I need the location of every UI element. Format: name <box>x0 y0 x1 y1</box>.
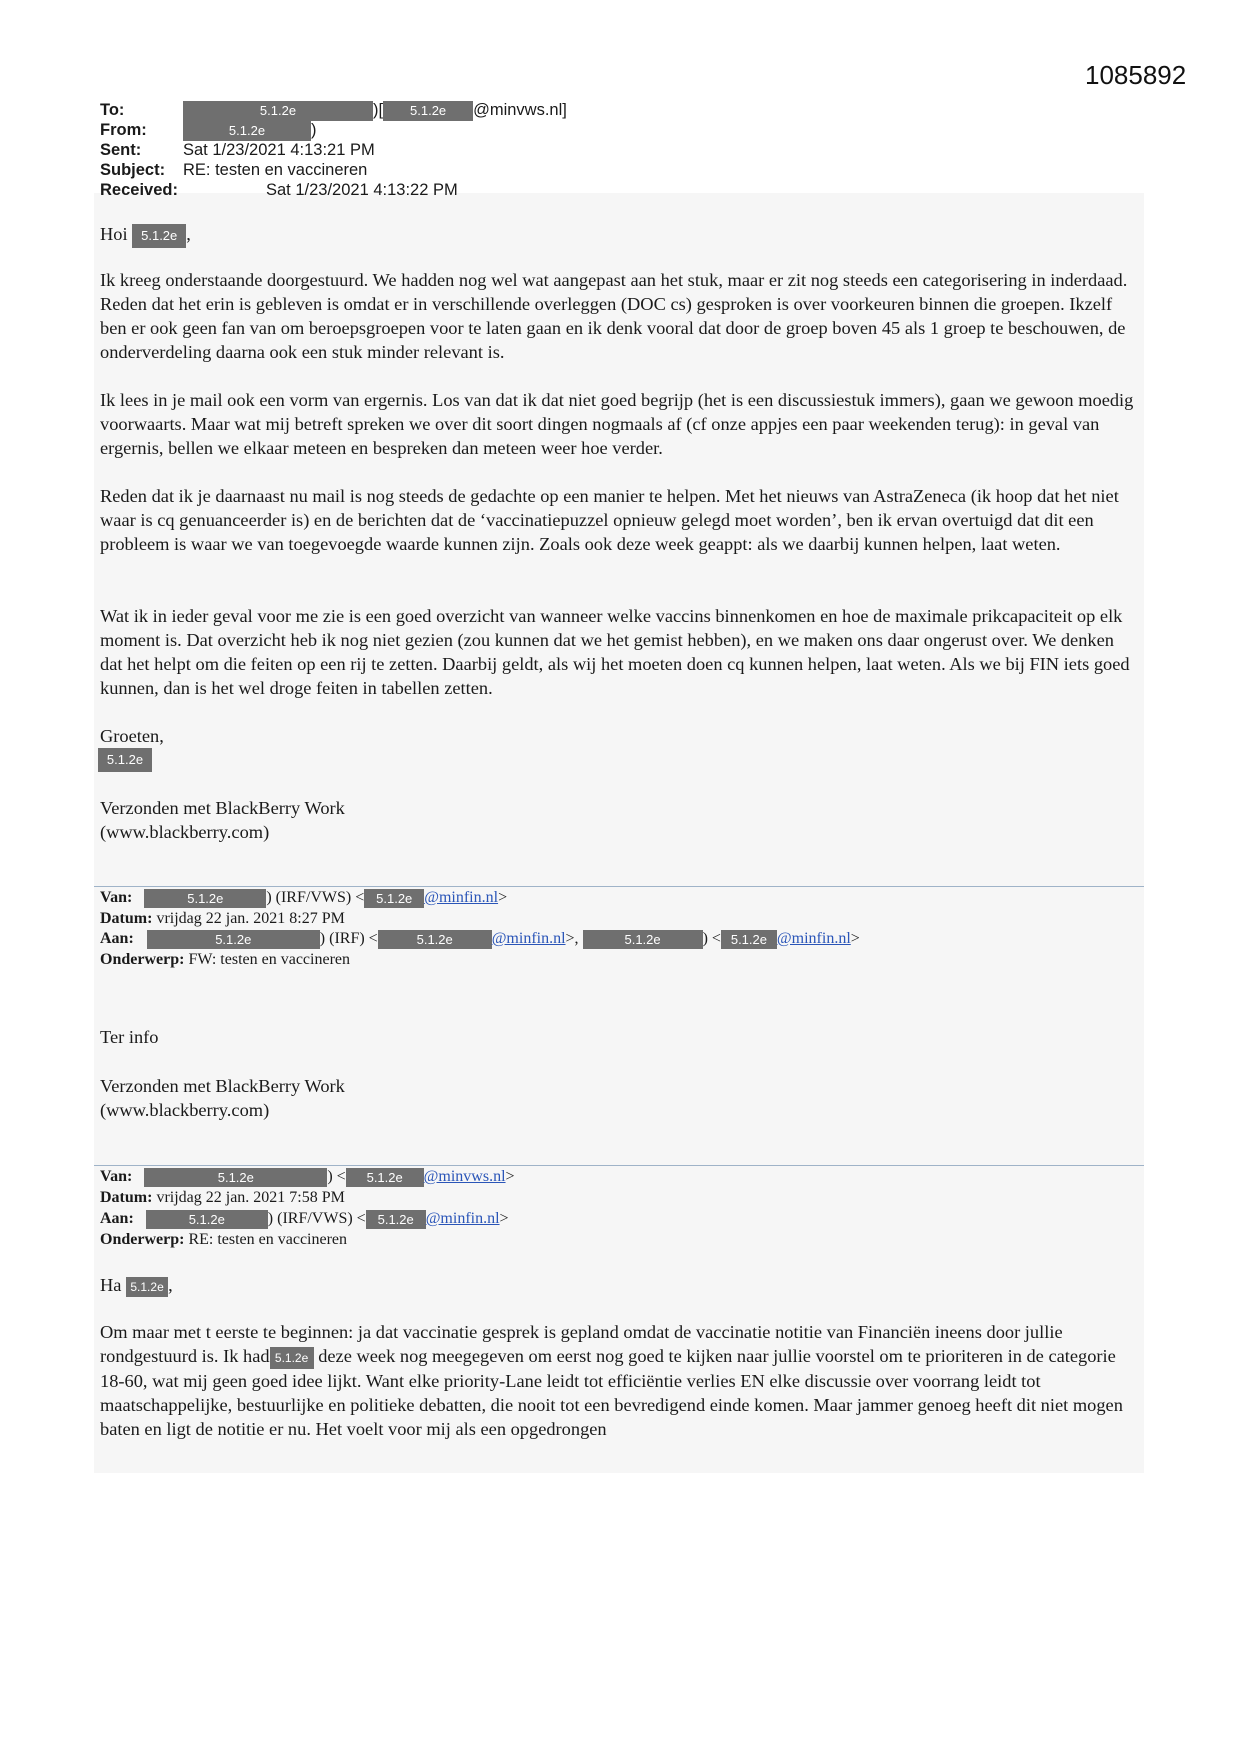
subject-value: RE: testen en vaccineren <box>183 161 368 179</box>
fwd1-aan <box>100 929 860 949</box>
redaction-box: 5.1.2e <box>146 1210 268 1229</box>
to-domain: @minvws.nl] <box>473 101 567 119</box>
aan-label: Aan: <box>100 930 134 947</box>
redaction-box: 5.1.2e <box>144 1168 327 1187</box>
aan-email-link[interactable]: @minfin.nl <box>491 930 566 947</box>
datum-value: vrijdag 22 jan. 2021 8:27 PM <box>156 910 345 927</box>
header-sent <box>100 140 375 160</box>
redaction-box: 5.1.2e <box>378 930 492 949</box>
redaction-box: 5.1.2e <box>98 748 152 772</box>
to-label: To: <box>100 101 125 119</box>
signature-redaction <box>98 748 152 772</box>
message-separator <box>94 886 1144 887</box>
redaction-box: 5.1.2e <box>366 1210 426 1229</box>
redaction-box: 5.1.2e <box>144 889 266 908</box>
fwd2-paragraph-part-2: deze week nog meegegeven om eerst nog goed te kijken naar jullie voorstel om te prioriteren in de categorie 18-60, wat mij geen goed idee lijkt. Want elke priority-Lane leidt tot efficiëntie verlies EN elke discussie over voorrang leidt tot maatschappelijke, bestuurlijke en politieke debatten, die nooit tot een bevredigend einde komen. Maar jammer genoeg heeft dit niet mogen baten en ligt de notitie er nu. Het voelt voor mij als een opgedrongen <box>100 1346 1123 1439</box>
fwd2-van <box>100 1167 515 1187</box>
van-email-link[interactable]: @minfin.nl <box>424 889 499 906</box>
redaction-box: 5.1.2e <box>383 101 473 121</box>
van-label: Van: <box>100 1168 133 1185</box>
van-end: > <box>498 889 508 906</box>
datum-label: Datum: <box>100 910 153 927</box>
redaction-box: 5.1.2e <box>721 930 777 949</box>
document-number: 1085892 <box>1085 60 1187 90</box>
van-mid: ) (IRF/VWS) < <box>266 889 365 906</box>
aan-email-link-2[interactable]: @minfin.nl <box>776 930 851 947</box>
greeting-prefix: Hoi <box>100 224 128 244</box>
aan-mid: ) (IRF) < <box>319 930 378 947</box>
header-to <box>100 100 567 120</box>
greeting-suffix: , <box>186 224 191 244</box>
fwd2-aan <box>100 1209 509 1229</box>
fwd1-van <box>100 888 507 908</box>
onderwerp-value: FW: testen en vaccineren <box>188 951 350 968</box>
from-label: From: <box>100 121 147 139</box>
fwd1-signature-line-2: (www.blackberry.com) <box>100 1100 270 1120</box>
redaction-box: 5.1.2e <box>270 1347 314 1369</box>
sent-label: Sent: <box>100 141 142 159</box>
redaction-box: 5.1.2e <box>132 224 186 248</box>
redaction-box: 5.1.2e <box>183 101 373 121</box>
fwd2-onderwerp <box>100 1230 347 1250</box>
header-from <box>100 120 317 140</box>
fwd1-datum <box>100 909 345 929</box>
greeting-suffix: , <box>168 1275 173 1295</box>
paragraph-4: Wat ik in ieder geval voor me zie is een goed overzicht van wanneer welke vaccins binnenkomen en hoe de maximale prikcapaciteit op elk moment is. Dat overzicht heb ik nog niet gezien (zou kunnen dat we het gemist hebben), en we maken ons daar ongerust over. We denken dat het helpt om die feiten op een rij te zetten. Daarbij geldt, als wij het moeten doen cq kunnen helpen, laat weten. Als we bij FIN iets goed kunnen, dan is het wel droge feiten in tabellen zetten. <box>100 606 1130 698</box>
paragraph-2: Ik lees in je mail ook een vorm van ergernis. Los van dat ik dat niet goed begrijp (het is een discussiestuk immers), gaan we gewoon moedig voorwaarts. Maar wat mij betreft spreken we over dit soort dingen nogmaals af (cf onze appjes een paar weekenden terug): in geval van ergernis, bellen we elkaar meteen en bespreken dan meteen weer hoe verder. <box>100 390 1134 458</box>
datum-label: Datum: <box>100 1189 153 1206</box>
van-email-link[interactable]: @minvws.nl <box>423 1168 506 1185</box>
subject-label: Subject: <box>100 161 166 179</box>
received-value: Sat 1/23/2021 4:13:22 PM <box>266 181 458 199</box>
fwd1-signature-line-1: Verzonden met BlackBerry Work <box>100 1076 345 1096</box>
redaction-box: 5.1.2e <box>346 1168 424 1187</box>
aan-mid-2: ) < <box>702 930 721 947</box>
redaction-box: 5.1.2e <box>147 930 320 949</box>
van-label: Van: <box>100 889 133 906</box>
redaction-box: 5.1.2e <box>364 889 424 908</box>
fwd2-paragraph-part-1: Om maar met t eerste te beginnen: ja dat vaccinatie gesprek is gepland omdat de vaccinatie notitie van Financiën ineens door jullie rondgestuurd is. Ik had <box>100 1322 1063 1366</box>
onderwerp-value: RE: testen en vaccineren <box>188 1231 348 1248</box>
header-subject <box>100 160 367 180</box>
greeting <box>100 222 1140 248</box>
from-close: ) <box>311 121 317 139</box>
onderwerp-label: Onderwerp: <box>100 1231 185 1248</box>
aan-end: > <box>850 930 860 947</box>
redaction-box: 5.1.2e <box>583 930 703 949</box>
fwd1-onderwerp <box>100 950 350 970</box>
to-separator: )[ <box>373 101 384 119</box>
message-separator <box>94 1165 1144 1166</box>
aan-mid: ) (IRF/VWS) < <box>267 1210 366 1227</box>
sent-value: Sat 1/23/2021 4:13:21 PM <box>183 141 375 159</box>
van-end: > <box>505 1168 515 1185</box>
datum-value: vrijdag 22 jan. 2021 7:58 PM <box>156 1189 345 1206</box>
paragraph-1: Ik kreeg onderstaande doorgestuurd. We hadden nog wel wat aangepast aan het stuk, maar er zit nog steeds een categorisering in inderdaad. Reden dat het erin is gebleven is omdat er in verschillende overleggen (DOC cs) gesproken is over voorkeuren binnen die groepen. Ikzelf ben er ook geen fan van om beroepsgroepen voor te laten gaan en ik denk vooral dat door de groep boven 45 als 1 groep te beschouwen, de onderverdeling daarna ook een stuk minder relevant is. <box>100 270 1128 362</box>
fwd2-datum <box>100 1188 345 1208</box>
aan-email-link[interactable]: @minfin.nl <box>425 1210 500 1227</box>
aan-sep: >, <box>565 930 579 947</box>
fwd2-greeting <box>100 1273 1140 1297</box>
redaction-box: 5.1.2e <box>126 1277 168 1297</box>
van-mid: ) < <box>327 1168 346 1185</box>
aan-end: > <box>499 1210 509 1227</box>
signature-line-2: (www.blackberry.com) <box>100 822 270 842</box>
closing: Groeten, <box>100 726 164 746</box>
received-label: Received: <box>100 181 178 199</box>
paragraph-3: Reden dat ik je daarnaast nu mail is nog steeds de gedachte op een manier te helpen. Met het nieuws van AstraZeneca (ik hoop dat het niet waar is cq genuanceerder is) en de berichten dat de ‘vaccinatiepuzzel opnieuw gelegd moet worden’, ben ik ervan overtuigd dat dit een probleem is waar we van toegevoegde waarde kunnen zijn. Zoals ook deze week geappt: als we daarbij kunnen helpen, laat weten. <box>100 486 1119 554</box>
header-received <box>100 180 458 200</box>
onderwerp-label: Onderwerp: <box>100 951 185 968</box>
greeting-prefix: Ha <box>100 1275 122 1295</box>
redaction-box: 5.1.2e <box>183 121 311 141</box>
signature-line-1: Verzonden met BlackBerry Work <box>100 798 345 818</box>
fwd1-body: Ter info <box>100 1027 159 1047</box>
fwd2-paragraph <box>100 1320 1140 1441</box>
aan-label: Aan: <box>100 1210 134 1227</box>
